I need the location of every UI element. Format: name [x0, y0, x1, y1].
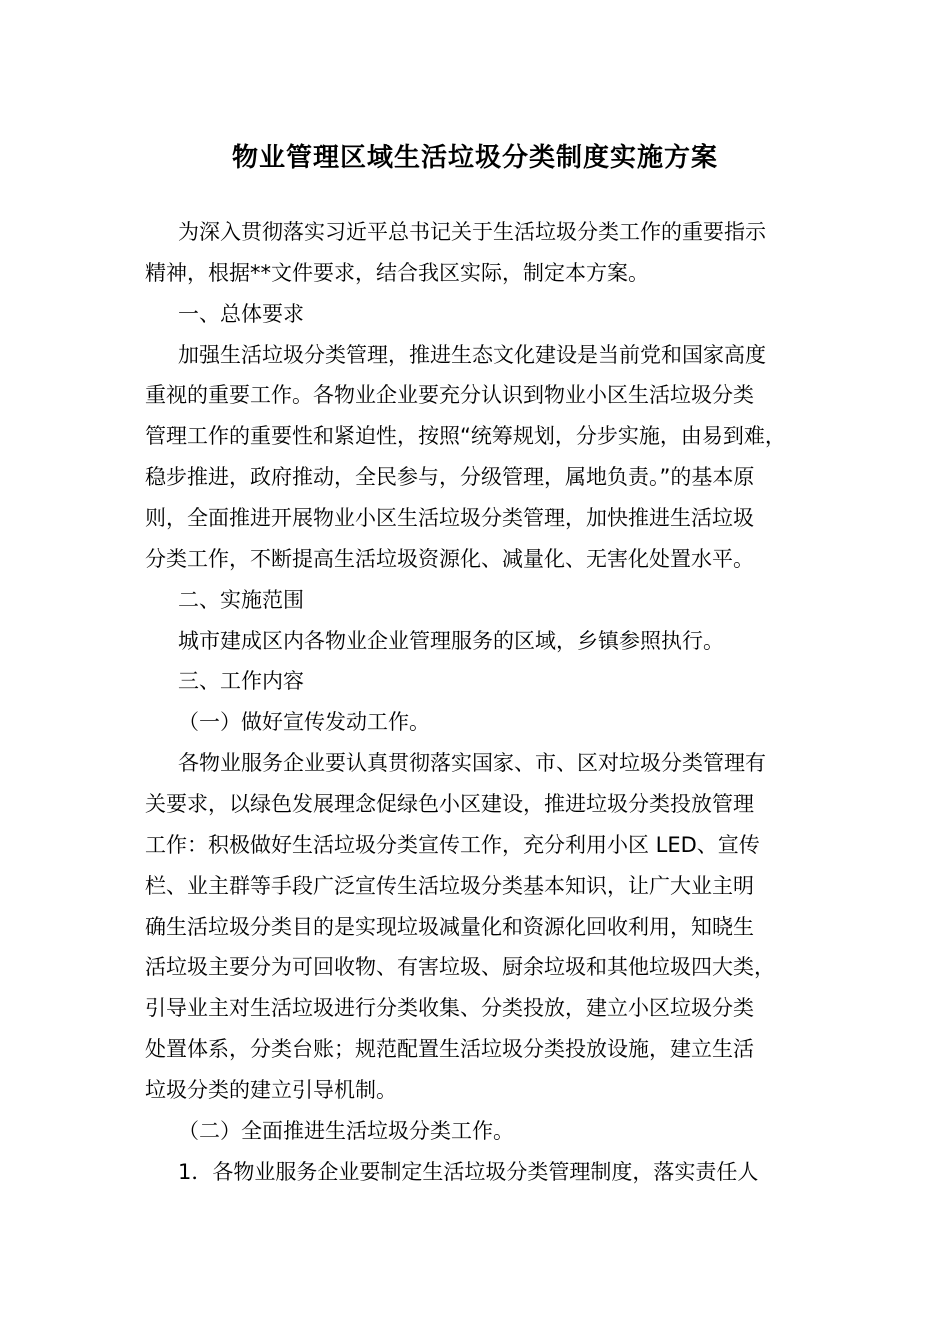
paragraph-line: 精神，根据**文件要求，结合我区实际，制定本方案。 — [145, 261, 649, 285]
paragraph-line: 重视的重要工作。各物业企业要充分认识到物业小区生活垃圾分类 — [145, 383, 754, 407]
paragraph-line: 加强生活垃圾分类管理，推进生态文化建设是当前党和国家高度 — [178, 343, 766, 367]
paragraph-line: 各物业服务企业要认真贯彻落实国家、市、区对垃圾分类管理有 — [178, 751, 766, 775]
section-heading: 一、总体要求 — [178, 302, 304, 326]
section-heading: 三、工作内容 — [178, 669, 304, 693]
paragraph-line: 活垃圾主要分为可回收物、有害垃圾、厨余垃圾和其他垃圾四大类， — [145, 955, 775, 979]
document-title: 物业管理区域生活垃圾分类制度实施方案 — [231, 143, 718, 173]
paragraph-line: 则，全面推进开展物业小区生活垃圾分类管理，加快推进生活垃圾 — [145, 506, 754, 530]
paragraph-line: 稳步推进，政府推动，全民参与，分级管理，属地负责。”的基本原 — [145, 465, 755, 489]
paragraph-line: 为深入贯彻落实习近平总书记关于生活垃圾分类工作的重要指示 — [178, 220, 766, 244]
paragraph-line: 分类工作，不断提高生活垃圾资源化、减量化、无害化处置水平。 — [145, 547, 754, 571]
paragraph-line: 垃圾分类的建立引导机制。 — [145, 1078, 397, 1102]
paragraph-line: 确生活垃圾分类目的是实现垃圾减量化和资源化回收利用，知晓生 — [145, 915, 754, 939]
paragraph-line: 管理工作的重要性和紧迫性，按照“统筹规划，分步实施，由易到难， — [145, 424, 786, 448]
subsection-heading: （一）做好宣传发动工作。 — [178, 710, 430, 734]
paragraph-line: 引导业主对生活垃圾进行分类收集、分类投放，建立小区垃圾分类 — [145, 996, 754, 1020]
paragraph-line: 栏、业主群等手段广泛宣传生活垃圾分类基本知识，让广大业主明 — [145, 874, 754, 898]
subsection-heading: （二）全面推进生活垃圾分类工作。 — [178, 1119, 514, 1143]
paragraph-line: 1．各物业服务企业要制定生活垃圾分类管理制度，落实责任人 — [178, 1160, 759, 1184]
paragraph-line: 工作：积极做好生活垃圾分类宣传工作，充分利用小区 LED、宣传 — [145, 833, 760, 857]
paragraph-line: 城市建成区内各物业企业管理服务的区域，乡镇参照执行。 — [178, 629, 724, 653]
paragraph-line: 关要求，以绿色发展理念促绿色小区建设，推进垃圾分类投放管理 — [145, 792, 754, 816]
paragraph-line: 处置体系，分类台账；规范配置生活垃圾分类投放设施，建立生活 — [145, 1037, 754, 1061]
section-heading: 二、实施范围 — [178, 588, 304, 612]
